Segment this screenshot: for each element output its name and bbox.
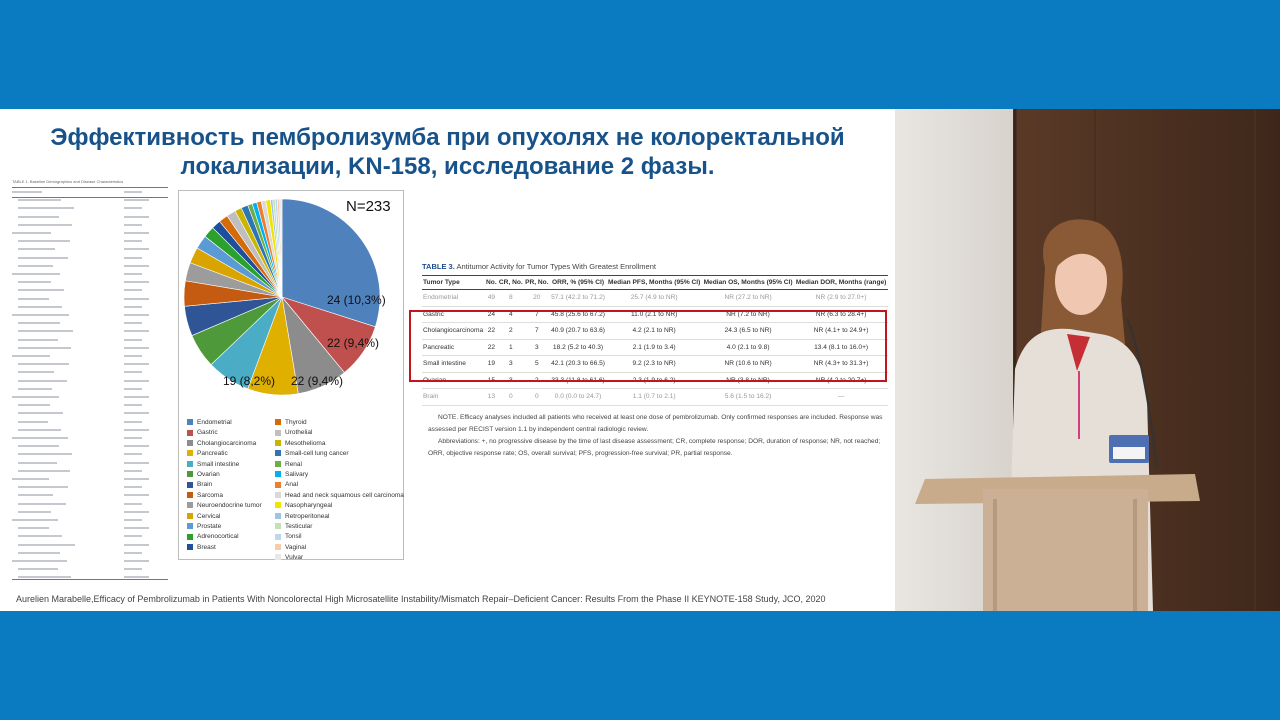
legend-label: Endometrial bbox=[197, 419, 232, 426]
baseline-table-row bbox=[12, 533, 168, 541]
legend-item bbox=[275, 523, 312, 531]
pie-data-label: 19 (8,2%) bbox=[223, 374, 276, 388]
legend-label: Head and neck squamous cell carcinoma bbox=[285, 491, 404, 499]
legend-swatch bbox=[187, 502, 193, 508]
baseline-table-row bbox=[12, 304, 168, 312]
legend-label: Urothelial bbox=[285, 429, 313, 437]
table3-cell: 1.1 (0.7 to 2.1) bbox=[606, 389, 702, 406]
slide-title bbox=[0, 123, 895, 181]
table3-row bbox=[422, 290, 888, 307]
baseline-table-row bbox=[12, 509, 168, 517]
baseline-table-row bbox=[12, 271, 168, 279]
table3-cell: Gastric bbox=[422, 306, 485, 323]
pie-data-label: 22 (9,4%) bbox=[327, 336, 380, 350]
table3-cell: NR (4.1+ to 24.9+) bbox=[794, 323, 888, 340]
table3-cell: NR (10.6 to NR) bbox=[702, 356, 794, 373]
table3-cell: 0 bbox=[524, 389, 550, 406]
baseline-table-row bbox=[12, 361, 168, 369]
baseline-table-row bbox=[12, 214, 168, 222]
baseline-table-row bbox=[12, 566, 168, 574]
table3-cell: 9.2 (2.3 to NR) bbox=[606, 356, 702, 373]
table3-cell: NR (2.9 to 27.0+) bbox=[794, 290, 888, 307]
pie-chart bbox=[179, 191, 403, 419]
baseline-table-row bbox=[12, 287, 168, 295]
legend-item bbox=[275, 492, 404, 500]
baseline-table-row bbox=[12, 484, 168, 492]
table3-block bbox=[422, 262, 888, 406]
table3-cell: 24 bbox=[485, 306, 498, 323]
legend-item bbox=[275, 544, 306, 552]
legend-swatch bbox=[187, 440, 193, 446]
table3-cell: 42.1 (20.3 to 66.5) bbox=[550, 356, 607, 373]
legend-item bbox=[275, 554, 303, 562]
table3-cell: 4 bbox=[498, 306, 524, 323]
table3-row bbox=[422, 306, 888, 323]
table3-header-cell: Median PFS, Months (95% CI) bbox=[606, 276, 702, 290]
table3-cell: 24.3 (6.5 to NR) bbox=[702, 323, 794, 340]
table3-header-cell: No. bbox=[485, 276, 498, 290]
legend-label: Anal bbox=[285, 481, 299, 489]
legend-label: Adrenocortical bbox=[197, 533, 239, 541]
baseline-table-row bbox=[12, 263, 168, 271]
table3-cell: 2.3 (1.9 to 6.2) bbox=[606, 372, 702, 389]
table3-cell: 3 bbox=[524, 339, 550, 356]
table3-cell: 7 bbox=[524, 306, 550, 323]
table3-cell: 5 bbox=[524, 356, 550, 373]
table3-cell: — bbox=[794, 389, 888, 406]
legend-item bbox=[275, 502, 332, 510]
legend-swatch bbox=[275, 450, 281, 456]
table3-cell: 19 bbox=[485, 356, 498, 373]
baseline-table-row bbox=[12, 443, 168, 451]
legend-swatch bbox=[275, 492, 281, 498]
legend-swatch bbox=[275, 419, 281, 425]
table3-cell: NR (6.3 to 28.4+) bbox=[794, 306, 888, 323]
legend-item bbox=[275, 513, 329, 521]
baseline-table-row bbox=[12, 369, 168, 377]
citation: Aurelien Marabelle,Efficacy of Pembrolizumab in Patients With Noncolorectal High Microsatellite Instability/Mismatch Repair–Deficient Cancer: Results From the Phase II KEYNOTE-158 Study, JCO, 2020 bbox=[16, 594, 826, 604]
table3-cell: NR (7.2 to NR) bbox=[702, 306, 794, 323]
table3-cell: 13.4 (8.1 to 16.0+) bbox=[794, 339, 888, 356]
legend-swatch bbox=[187, 544, 193, 550]
legend-item bbox=[187, 533, 239, 541]
baseline-table-row bbox=[12, 451, 168, 459]
pie-data-label: 22 (9,4%) bbox=[291, 374, 344, 388]
table3-row bbox=[422, 339, 888, 356]
legend-item bbox=[187, 461, 239, 469]
table3-cell: 1 bbox=[498, 339, 524, 356]
speaker-video-frame bbox=[895, 109, 1280, 611]
slide-title-line2: локализации, KN-158, исследование 2 фазы. bbox=[180, 153, 715, 180]
legend-swatch bbox=[275, 523, 281, 529]
legend-swatch bbox=[275, 502, 281, 508]
legend-item bbox=[275, 440, 325, 448]
legend-swatch bbox=[187, 471, 193, 477]
table3-header-cell: ORR, % (95% CI) bbox=[550, 276, 607, 290]
legend-swatch bbox=[187, 534, 193, 540]
legend-swatch bbox=[187, 513, 193, 519]
table3-header-cell: Median OS, Months (95% CI) bbox=[702, 276, 794, 290]
table3-cell: 2 bbox=[524, 372, 550, 389]
legend-item bbox=[187, 502, 262, 510]
baseline-table-row bbox=[12, 378, 168, 386]
baseline-table-row bbox=[12, 435, 168, 443]
legend-label: Cholangiocarcinoma bbox=[197, 439, 257, 447]
table3-cell: 57.1 (42.2 to 71.2) bbox=[550, 290, 607, 307]
table3-header-cell: PR, No. bbox=[524, 276, 550, 290]
table3-cell: 0 bbox=[498, 389, 524, 406]
table3-cell: 25.7 (4.9 to NR) bbox=[606, 290, 702, 307]
baseline-table-row bbox=[12, 394, 168, 402]
legend-swatch bbox=[275, 482, 281, 488]
legend-label: Pancreatic bbox=[197, 450, 228, 458]
legend-label: Vaginal bbox=[285, 543, 307, 551]
legend-label: Vulvar bbox=[285, 554, 304, 562]
legend-item bbox=[275, 533, 302, 541]
table3-row bbox=[422, 372, 888, 389]
legend-label: Testicular bbox=[285, 523, 313, 530]
baseline-table-row bbox=[12, 550, 168, 558]
table3-cell: 5.6 (1.5 to 16.2) bbox=[702, 389, 794, 406]
table3-cell: 8 bbox=[498, 290, 524, 307]
legend-label: Retroperitoneal bbox=[285, 512, 330, 520]
baseline-table-row bbox=[12, 558, 168, 566]
legend-swatch bbox=[275, 471, 281, 477]
table3-header-cell: CR, No. bbox=[498, 276, 524, 290]
baseline-table-row bbox=[12, 517, 168, 525]
legend-item bbox=[187, 440, 256, 448]
legend-swatch bbox=[187, 482, 193, 488]
table3-cell: 0.0 (0.0 to 24.7) bbox=[550, 389, 607, 406]
baseline-table-row bbox=[12, 525, 168, 533]
legend-label: Salivary bbox=[285, 471, 309, 478]
table3-cell: 11.0 (2.1 to NR) bbox=[606, 306, 702, 323]
legend-label: Thyroid bbox=[285, 419, 307, 426]
baseline-table-row bbox=[12, 246, 168, 254]
table3-cell: 4.0 (2.1 to 9.8) bbox=[702, 339, 794, 356]
baseline-table-row bbox=[12, 402, 168, 410]
table3-abbreviations: Abbreviations: +, no progressive disease by the time of last disease assessment; CR, complete response; DOR, duration of response; NR, not reached; ORR, objective response rate; OS, overall survival; PFS, progression-free survival; PR, partial response. bbox=[428, 438, 881, 457]
table3-row bbox=[422, 323, 888, 340]
baseline-table-row bbox=[12, 419, 168, 427]
table3-note: NOTE. Efficacy analyses included all patients who received at least one dose of pembrolizumab. Only confirmed responses are included. Response was assessed per RECIST version 1.1 by independent central radiologic review. bbox=[428, 414, 883, 433]
legend-item bbox=[187, 471, 220, 479]
baseline-table-row bbox=[12, 353, 168, 361]
table3-notes bbox=[428, 412, 886, 458]
pie-chart-panel bbox=[178, 190, 404, 560]
legend-item bbox=[187, 523, 221, 531]
slide-title-line1: Эффективность пембролизумба при опухолях не колоректальной bbox=[50, 124, 845, 151]
baseline-table-caption: TABLE 1. Baseline Demographics and Disease Characteristics bbox=[12, 179, 124, 184]
table3-caption-label: TABLE 3. bbox=[422, 262, 455, 271]
table3-cell: 40.9 (20.7 to 63.6) bbox=[550, 323, 607, 340]
legend-label: Cervical bbox=[197, 512, 221, 520]
legend-item bbox=[275, 450, 349, 458]
legend-item bbox=[187, 492, 223, 500]
baseline-table-row bbox=[12, 427, 168, 435]
legend-label: Tonsil bbox=[285, 533, 302, 541]
legend-swatch bbox=[275, 461, 281, 467]
legend-label: Brain bbox=[197, 481, 213, 489]
table3-row bbox=[422, 389, 888, 406]
legend-item bbox=[187, 544, 216, 552]
table3-cell: Brain bbox=[422, 389, 485, 406]
legend-swatch bbox=[275, 440, 281, 446]
table3-cell: 4.2 (2.1 to NR) bbox=[606, 323, 702, 340]
table3-cell: 13 bbox=[485, 389, 498, 406]
baseline-table-rule bbox=[12, 579, 168, 580]
legend-swatch bbox=[275, 554, 281, 560]
legend-label: Gastric bbox=[197, 429, 218, 437]
baseline-table-rule bbox=[12, 197, 168, 198]
legend-swatch bbox=[187, 523, 193, 529]
baseline-table-row bbox=[12, 296, 168, 304]
baseline-table-row bbox=[12, 238, 168, 246]
table3-cell: Cholangiocarcinoma bbox=[422, 323, 485, 340]
baseline-table-row bbox=[12, 197, 168, 205]
legend-label: Small-cell lung cancer bbox=[285, 450, 349, 458]
legend-item bbox=[187, 419, 232, 427]
legend-label: Small intestine bbox=[197, 460, 240, 468]
legend-swatch bbox=[187, 430, 193, 436]
legend-label: Neuroendocrine tumor bbox=[197, 502, 262, 510]
table3-cell: 33.3 (11.8 to 61.6) bbox=[550, 372, 607, 389]
baseline-table-row bbox=[12, 386, 168, 394]
legend-item bbox=[275, 471, 308, 479]
legend-swatch bbox=[275, 430, 281, 436]
baseline-table-row bbox=[12, 222, 168, 230]
baseline-table-row bbox=[12, 337, 168, 345]
legend-label: Nasopharyngeal bbox=[285, 502, 333, 510]
baseline-table-row bbox=[12, 279, 168, 287]
pie-title: N=233 bbox=[346, 198, 391, 215]
legend-item bbox=[275, 419, 307, 427]
table3-cell: NR (4.2 to 20.7+) bbox=[794, 372, 888, 389]
legend-swatch bbox=[187, 450, 193, 456]
table3-cell: Small intestine bbox=[422, 356, 485, 373]
table3-cell: 7 bbox=[524, 323, 550, 340]
baseline-table-row bbox=[12, 542, 168, 550]
legend-swatch bbox=[275, 544, 281, 550]
legend-label: Ovarian bbox=[197, 471, 220, 478]
table3-cell: 49 bbox=[485, 290, 498, 307]
baseline-table-row bbox=[12, 345, 168, 353]
table3-cell: 20 bbox=[524, 290, 550, 307]
legend-label: Sarcoma bbox=[197, 491, 224, 499]
baseline-table-row bbox=[12, 410, 168, 418]
baseline-table-row bbox=[12, 255, 168, 263]
legend-item bbox=[187, 513, 220, 521]
legend-swatch bbox=[187, 461, 193, 467]
table3-cell: 3 bbox=[498, 356, 524, 373]
table3-cell: 2 bbox=[498, 323, 524, 340]
legend-item bbox=[187, 481, 212, 489]
legend-label: Mesothelioma bbox=[285, 439, 326, 447]
legend-item bbox=[187, 429, 218, 437]
table3-cell: 15 bbox=[485, 372, 498, 389]
slide bbox=[0, 109, 895, 611]
legend-swatch bbox=[275, 513, 281, 519]
baseline-table-row bbox=[12, 468, 168, 476]
table3-caption bbox=[422, 262, 888, 271]
table3-cell: 2.1 (1.9 to 3.4) bbox=[606, 339, 702, 356]
table3-header-cell: Tumor Type bbox=[422, 276, 485, 290]
baseline-table-row bbox=[12, 492, 168, 500]
baseline-table-row bbox=[12, 460, 168, 468]
baseline-table-row bbox=[12, 312, 168, 320]
table3-cell: Endometrial bbox=[422, 290, 485, 307]
table3-cell: Pancreatic bbox=[422, 339, 485, 356]
baseline-table-rule bbox=[12, 187, 168, 188]
speaker-video bbox=[895, 109, 1280, 611]
table3-cell: 3 bbox=[498, 372, 524, 389]
legend-item bbox=[275, 429, 312, 437]
antitumor-activity-table bbox=[422, 275, 888, 406]
legend-item bbox=[275, 481, 298, 489]
table3-row bbox=[422, 356, 888, 373]
baseline-table-row bbox=[12, 320, 168, 328]
table3-cell: 22 bbox=[485, 323, 498, 340]
table3-cell: 22 bbox=[485, 339, 498, 356]
legend-label: Prostate bbox=[197, 523, 222, 530]
legend-swatch bbox=[187, 419, 193, 425]
legend-label: Breast bbox=[197, 543, 216, 551]
baseline-demographics-table bbox=[12, 179, 168, 585]
baseline-table-row bbox=[12, 501, 168, 509]
baseline-table-row bbox=[12, 189, 168, 197]
baseline-table-row bbox=[12, 205, 168, 213]
table3-header-cell: Median DOR, Months (range) bbox=[794, 276, 888, 290]
legend-label: Renal bbox=[285, 460, 302, 468]
table3-cell: 45.8 (25.6 to 67.2) bbox=[550, 306, 607, 323]
pie-data-label: 24 (10,3%) bbox=[327, 293, 386, 307]
legend-item bbox=[187, 450, 228, 458]
table3-cell: NR (3.8 to NR) bbox=[702, 372, 794, 389]
legend-swatch bbox=[187, 492, 193, 498]
legend-swatch bbox=[275, 534, 281, 540]
table3-cell: 18.2 (5.2 to 40.3) bbox=[550, 339, 607, 356]
table3-cell: NR (4.3+ to 31.3+) bbox=[794, 356, 888, 373]
baseline-table-row bbox=[12, 230, 168, 238]
table3-cell: Ovarian bbox=[422, 372, 485, 389]
baseline-table-row bbox=[12, 476, 168, 484]
table3-caption-text: Antitumor Activity for Tumor Types With Greatest Enrollment bbox=[456, 262, 656, 271]
baseline-table-row bbox=[12, 328, 168, 336]
table3-cell: NR (27.2 to NR) bbox=[702, 290, 794, 307]
legend-item bbox=[275, 461, 302, 469]
